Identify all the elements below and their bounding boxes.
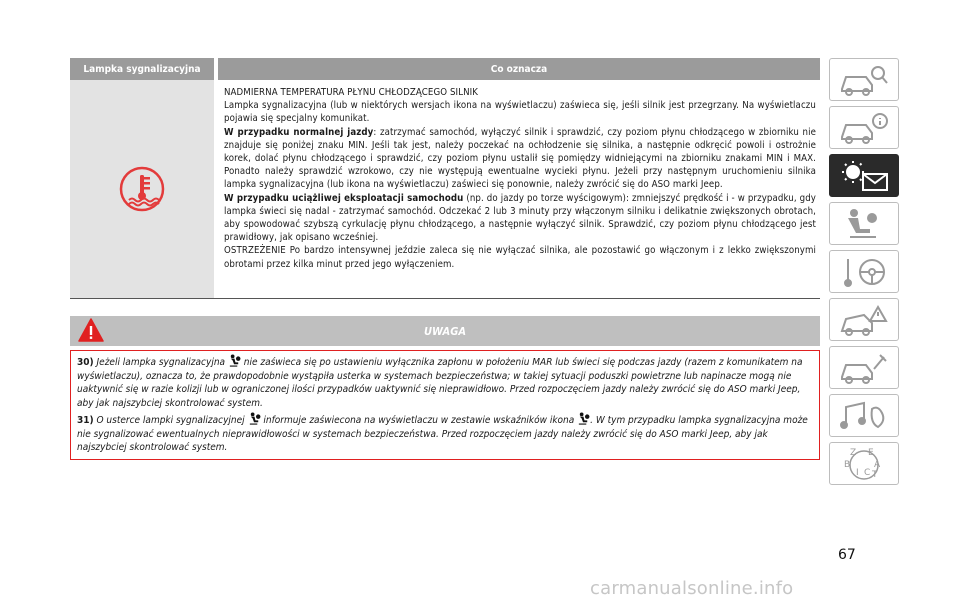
tab-index[interactable]	[829, 442, 899, 485]
description-intro: Lampka sygnalizacyjna (lub w niektórych wersjach ikona na wyświetlaczu) zaświeca się, jeśli silnik jest przegrzany. Na wyświetlaczu pojawia się specjalny komunikat.	[224, 100, 816, 125]
chapter-tabs	[829, 58, 901, 490]
tab-car-search[interactable]	[829, 58, 899, 101]
tab-warning-lights[interactable]	[829, 154, 899, 197]
tab-safety[interactable]	[829, 202, 899, 245]
warning-title: UWAGA	[423, 324, 466, 338]
svg-text:T: T	[872, 469, 878, 480]
description-warning: OSTRZEŻENIE Po bardzo intensywnej jeździe zaleca się nie wyłączać silnika, ale pozostawić go włączonym i z lekko zwiększonymi obrotami przez kilka minut przed jego wyłączeniem.	[224, 245, 816, 270]
warning-light-message-icon	[836, 158, 892, 194]
page-number: 67	[838, 547, 856, 563]
header-indicator-label: Lampka sygnalizacyjna	[83, 63, 201, 75]
svg-text:A: A	[874, 459, 881, 470]
airbag-icon	[577, 412, 590, 425]
warning-item-text: O usterce lampki sygnalizacyjnej	[96, 415, 245, 426]
tab-car-info[interactable]	[829, 106, 899, 149]
svg-text:B: B	[844, 459, 851, 470]
warning-item-31	[77, 412, 813, 455]
warning-item-number: 31)	[77, 415, 94, 426]
indicator-cell	[70, 80, 214, 298]
header-meaning-label: Co oznacza	[490, 63, 548, 75]
normal-driving-text: : zatrzymać samochód, wyłączyć silnik i sprawdzić, czy poziom płynu chłodzącego w zbiorniku nie znajduje się poniżej znaku MIN. Jeśli tak jest, należy poczekać na ochłodzenie się silnika, a następnie odkręcić powoli i ostrożnie korek, dolać płynu chłodzącego i sprawdzić, czy poziom płynu ustalił się pomiędzy widniejącymi na zbiorniku znakami MIN i MAX. Ponadto należy sprawdzić wzrokowo, czy nie występują ewentualne wycieki płynu. Jeżeli przy następnym uruchomieniu silnika lampka sygnalizacyjna (lub ikona na wyświetlaczu) zaświeci się ponownie, należy zwrócić się do ASO marki Jeep.	[224, 126, 816, 191]
tab-multimedia[interactable]	[829, 394, 899, 437]
warning-item-text: . W tym przypadku lampka sygnalizacyjna może nie sygnalizować ewentualnych nieprawidłowości w systemach bezpieczeństwa. Przed rozpoczęciem jazdy należy zwrócić się do ASO marki Jeep, aby jak najszybciej skontrolować system.	[77, 415, 808, 453]
warning-item-number: 30)	[77, 357, 94, 368]
warning-item-text: Jeżeli lampka sygnalizacyjna	[96, 357, 226, 368]
warning-body	[70, 350, 820, 460]
airbag-icon	[228, 354, 241, 367]
heavy-use-label: W przypadku uciążliwej eksploatacji samochodu	[224, 192, 464, 204]
car-service-icon	[838, 351, 890, 385]
description-title: NADMIERNA TEMPERATURA PŁYNU CHŁODZĄCEGO SILNIK	[224, 87, 479, 98]
warning-header	[70, 316, 820, 346]
tab-emergency[interactable]	[829, 298, 899, 341]
airbag-icon	[248, 412, 261, 425]
car-info-icon	[838, 111, 890, 145]
svg-text:Z: Z	[850, 447, 857, 458]
index-letters-icon	[838, 445, 890, 483]
tab-starting-driving[interactable]	[829, 250, 899, 293]
warning-item-30	[77, 354, 813, 410]
table-row	[70, 80, 820, 299]
tab-service[interactable]	[829, 346, 899, 389]
normal-driving-label: W przypadku normalnej jazdy	[224, 126, 374, 138]
coolant-temperature-icon	[119, 166, 165, 212]
table-header	[70, 58, 820, 80]
svg-text:E: E	[868, 447, 874, 458]
heavy-use-text: (np. do jazdy po torze wyścigowym): zmniejszyć prędkość i - w przypadku, gdy lampka świeci się nadal - zatrzymać samochód. Odczekać 2 lub 3 minuty przy włączonym silniku i delikatnie zwiększonych obrotach, aby spowodować szybszą cyrkulację płynu chłodzącego, a następnie wyłączyć silnik. Sprawdzić, czy poziom płynu chłodzącego jest prawidłowy, jak opisano wcześniej.	[224, 192, 816, 244]
car-search-icon	[838, 63, 890, 97]
warning-item-text: nie zaświeca się po ustawieniu wyłącznika zapłonu w położeniu MAR lub świeci się podczas jazdy (razem z komunikatem na wyświetlaczu), oznacza to, że prawdopodobnie wystąpiła usterka w systemach bezpieczeństwa; w takiej sytuacji poduszki powietrzne lub napinacze mogą nie uaktywnić się w razie kolizji lub w ograniczonej ilości przypadków uaktywnić się nieprawidłowo. Przed rozpoczęciem jazdy należy zwrócić się do ASO marki Jeep, aby jak najszybciej skontrolować system.	[77, 357, 803, 409]
seat-airbag-icon	[838, 207, 890, 241]
svg-text:C: C	[864, 467, 871, 478]
car-emergency-icon	[838, 303, 890, 337]
svg-text:I: I	[856, 467, 859, 478]
warning-triangle-icon	[78, 318, 104, 342]
description-normal	[224, 126, 816, 192]
steering-key-icon	[838, 255, 890, 289]
description-heavy	[224, 192, 816, 245]
description-cell	[218, 80, 820, 298]
warning-item-text: informuje zaświecona na wyświetlaczu w zestawie wskaźników ikona	[263, 415, 575, 426]
watermark: carmanualsonline.info	[590, 578, 794, 599]
multimedia-icon	[838, 399, 890, 433]
